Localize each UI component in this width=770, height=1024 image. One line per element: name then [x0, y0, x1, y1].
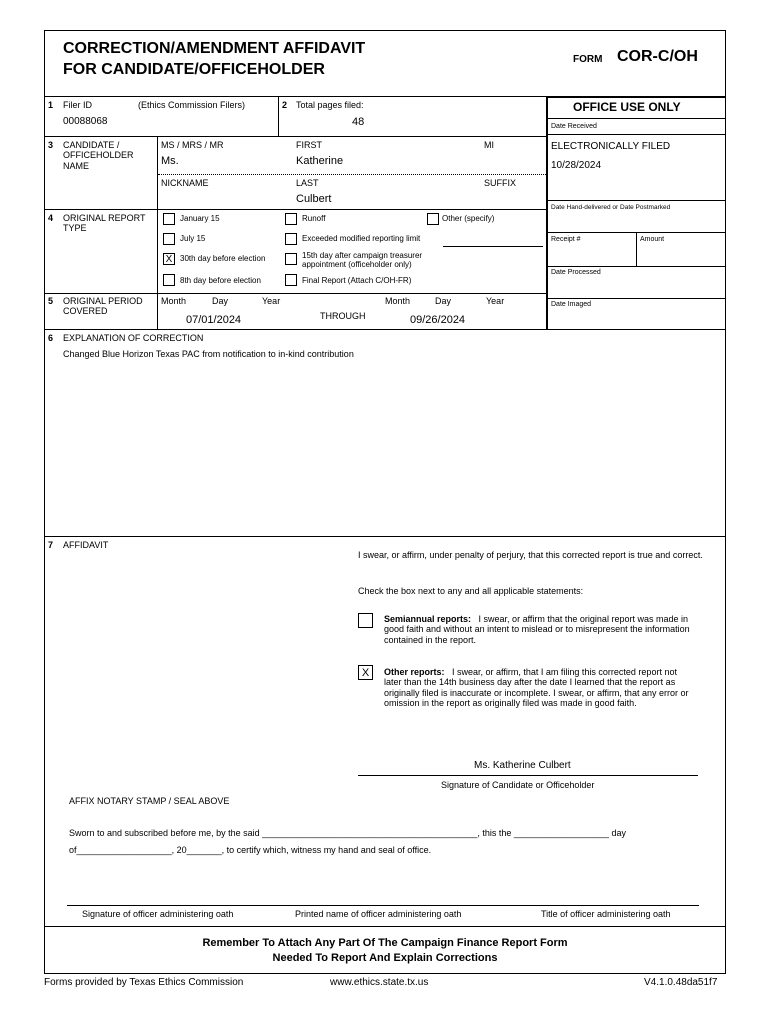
- office-rule-5: [547, 298, 726, 299]
- jan15-label: January 15: [180, 214, 220, 223]
- sworn-line-1: Sworn to and subscribed before me, by the said ___________________________________________, this the ___________________ day: [69, 828, 626, 838]
- other-label: Other (specify): [442, 214, 495, 223]
- last-name-label: LAST: [296, 178, 319, 188]
- jul15-checkbox[interactable]: [163, 233, 175, 245]
- form-title-line1: CORRECTION/AMENDMENT AFFIDAVIT: [63, 40, 366, 57]
- sworn-line-2: of___________________, 20_______, to certify which, witness my hand and seal of office.: [69, 845, 432, 855]
- first-name-label: FIRST: [296, 140, 322, 150]
- row-divider-6: [44, 536, 726, 537]
- affidavit-swear-text: I swear, or affirm, under penalty of perjury, that this corrected report is true and correct.: [358, 550, 703, 560]
- officer-signature-label: Signature of officer administering oath: [82, 909, 234, 919]
- form-title-line2: FOR CANDIDATE/OFFICEHOLDER: [63, 61, 325, 78]
- exceeded-label: Exceeded modified reporting limit: [302, 234, 421, 243]
- officer-title-label: Title of officer administering oath: [541, 909, 671, 919]
- footer-website[interactable]: www.ethics.state.tx.us: [330, 977, 429, 988]
- title-label: MS / MRS / MR: [161, 140, 224, 150]
- affidavit-instructions: Check the box next to any and all applicable statements:: [358, 586, 584, 596]
- treasurer-checkbox[interactable]: [285, 253, 297, 265]
- runoff-label: Runoff: [302, 214, 326, 223]
- form-prefix: FORM: [573, 54, 603, 65]
- office-use-title-rule: [547, 118, 726, 119]
- filer-id-sublabel: (Ethics Commission Filers): [138, 100, 246, 110]
- explanation-text: Changed Blue Horizon Texas PAC from notification to in-kind contribution: [63, 349, 354, 359]
- section-number-3: 3: [48, 140, 54, 150]
- officer-signature-line[interactable]: [67, 905, 699, 906]
- final-checkbox[interactable]: [285, 274, 297, 286]
- from-day-label: Day: [212, 296, 229, 306]
- day30-checkbox[interactable]: X: [163, 253, 175, 265]
- label-column-divider: [157, 136, 158, 329]
- explanation-label: EXPLANATION OF CORRECTION: [63, 333, 204, 343]
- to-month-label: Month: [385, 296, 411, 306]
- jul15-label: July 15: [180, 234, 206, 243]
- period-from-value: 07/01/2024: [186, 314, 242, 326]
- day8-label: 8th day before election: [180, 276, 261, 285]
- other-checkbox[interactable]: [427, 213, 439, 225]
- runoff-checkbox[interactable]: [285, 213, 297, 225]
- date-imaged-label: Date Imaged: [551, 301, 592, 308]
- period-to-value: 09/26/2024: [410, 314, 466, 326]
- name-dotted-divider: [158, 174, 546, 175]
- row-divider-1: [44, 136, 547, 137]
- reminder-line-2: Needed To Report And Explain Corrections: [272, 952, 498, 964]
- report-type-label: ORIGINAL REPORT TYPE: [63, 213, 146, 234]
- total-pages-value: 48: [352, 116, 365, 128]
- nickname-label: NICKNAME: [161, 178, 209, 188]
- affidavit-label: AFFIDAVIT: [63, 540, 109, 550]
- suffix-label: SUFFIX: [484, 178, 517, 188]
- receipt-label: Receipt #: [551, 236, 581, 243]
- title-value: Ms.: [161, 155, 179, 167]
- semiannual-text: I swear, or affirm that the original report was made in good faith and without an intent to mislead or to misrepresent the information contained in the report.: [384, 614, 690, 645]
- office-rule-1: [547, 134, 726, 135]
- first-name-value: Katherine: [296, 155, 344, 167]
- amount-label: Amount: [640, 236, 665, 243]
- receipt-divider: [636, 232, 637, 266]
- section-number-2: 2: [282, 100, 288, 110]
- total-pages-label: Total pages filed:: [296, 100, 364, 110]
- exceeded-checkbox[interactable]: [285, 233, 297, 245]
- section-number-6: 6: [48, 333, 54, 343]
- office-rule-4: [547, 266, 726, 267]
- period-label: ORIGINAL PERIOD COVERED: [63, 296, 143, 317]
- to-year-label: Year: [486, 296, 505, 306]
- officer-name-label: Printed name of officer administering oath: [295, 909, 462, 919]
- filing-status-date: 10/28/2024: [551, 160, 602, 171]
- signer-name: Ms. Katherine Culbert: [474, 760, 571, 771]
- other-reports-statement: [384, 667, 696, 708]
- day8-checkbox[interactable]: [163, 274, 175, 286]
- notary-stamp-label: AFFIX NOTARY STAMP / SEAL ABOVE: [69, 796, 230, 806]
- section-number-7: 7: [48, 540, 54, 550]
- date-received-label: Date Received: [551, 123, 597, 130]
- through-label: THROUGH: [320, 311, 366, 321]
- candidate-name-label: CANDIDATE / OFFICEHOLDER NAME: [63, 140, 134, 171]
- hand-delivered-label: Date Hand-delivered or Date Postmarked: [551, 204, 671, 211]
- form-code: COR-C/OH: [617, 48, 698, 65]
- office-rule-2: [547, 200, 726, 201]
- last-name-value: Culbert: [296, 193, 332, 205]
- office-use-box: [546, 96, 726, 330]
- filer-id-value: 00088068: [63, 116, 108, 127]
- other-reports-checkbox[interactable]: X: [358, 665, 373, 680]
- semiannual-title: Semiannual reports:: [384, 614, 472, 624]
- date-processed-label: Date Processed: [551, 269, 601, 276]
- semiannual-checkbox[interactable]: [358, 613, 373, 628]
- footer-provider: Forms provided by Texas Ethics Commission: [44, 977, 244, 988]
- filing-status: ELECTRONICALLY FILED: [551, 141, 671, 152]
- final-label: Final Report (Attach C/OH-FR): [302, 276, 412, 285]
- to-day-label: Day: [435, 296, 452, 306]
- row-divider-3: [44, 209, 547, 210]
- section-number-4: 4: [48, 213, 54, 223]
- office-use-title: OFFICE USE ONLY: [573, 100, 681, 114]
- signature-label: Signature of Candidate or Officeholder: [441, 780, 595, 790]
- other-reports-text: I swear, or affirm, that I am filing this corrected report not later than the 14th business day after the date I learned that the report as originally filed is inaccurate or incomplete. I swear, or affirm, that any error or omission in the report as originally filed was made in good faith.: [384, 667, 689, 709]
- reminder-line-1: Remember To Attach Any Part Of The Campaign Finance Report Form: [202, 937, 568, 949]
- footer-version: V4.1.0.48da51f7: [644, 977, 718, 988]
- other-specify-line[interactable]: [443, 246, 543, 247]
- section-number-5: 5: [48, 296, 54, 306]
- from-month-label: Month: [161, 296, 187, 306]
- row-divider-7: [44, 926, 726, 927]
- filer-divider: [278, 96, 279, 136]
- from-year-label: Year: [262, 296, 281, 306]
- row-divider-4: [44, 293, 547, 294]
- middle-initial-label: MI: [484, 140, 494, 150]
- other-reports-title: Other reports:: [384, 667, 445, 677]
- section-number-1: 1: [48, 100, 54, 110]
- treasurer-label: 15th day after campaign treasurer appointment (officeholder only): [302, 251, 423, 269]
- signature-line[interactable]: [358, 775, 698, 776]
- jan15-checkbox[interactable]: [163, 213, 175, 225]
- day30-label: 30th day before election: [180, 254, 266, 263]
- semiannual-statement: [384, 614, 696, 645]
- filer-id-label: Filer ID: [63, 100, 92, 110]
